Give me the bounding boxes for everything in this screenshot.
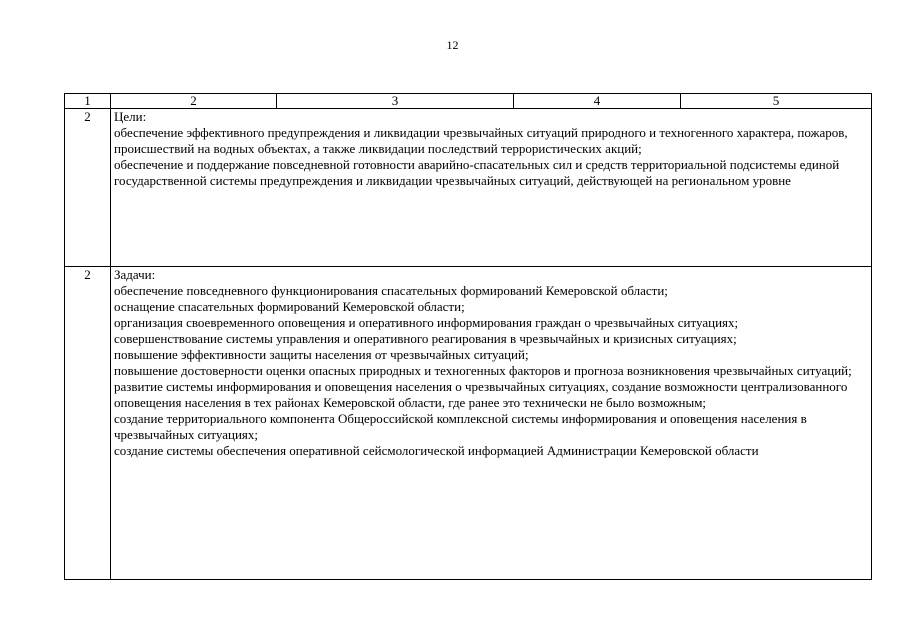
tasks-line: развитие системы информирования и оповещения населения о чрезвычайных ситуациях, создание возможности централизованного оповещения населения в тех районах Кемеровской области, где ранее это технически не было возможным; [114, 379, 848, 410]
tasks-line: совершенствование системы управления и оперативного реагирования в чрезвычайных и кризисных ситуациях; [114, 331, 737, 346]
tasks-line: повышение достоверности оценки опасных природных и техногенных факторов и прогноза возникновения чрезвычайных ситуаций; [114, 363, 852, 378]
tasks-cell [111, 267, 872, 580]
goals-line: обеспечение и поддержание повседневной готовности аварийно-спасательных сил и средств территориальной подсистемы единой государственной системы предупреждения и ликвидации чрезвычайных ситуаций, действующей на региональном уровне [114, 157, 840, 188]
table-row-goals [65, 109, 872, 267]
tasks-line: оснащение спасательных формирований Кемеровской области; [114, 299, 465, 314]
program-table [64, 93, 872, 580]
header-cell-4: 4 [514, 94, 681, 109]
goals-row-number: 2 [65, 109, 111, 267]
tasks-line: организация своевременного оповещения и оперативного информирования граждан о чрезвычайных ситуациях; [114, 315, 739, 330]
tasks-line: повышение эффективности защиты населения от чрезвычайных ситуаций; [114, 347, 529, 362]
header-cell-5: 5 [681, 94, 872, 109]
header-cell-3: 3 [277, 94, 514, 109]
page-number: 12 [446, 38, 459, 52]
table-header-row [65, 94, 872, 109]
goals-cell [111, 109, 872, 267]
tasks-line: создание системы обеспечения оперативной сейсмологической информацией Администрации Кемеровской области [114, 443, 759, 458]
header-cell-1: 1 [65, 94, 111, 109]
table-row-tasks [65, 267, 872, 580]
header-cell-2: 2 [111, 94, 277, 109]
tasks-row-number: 2 [65, 267, 111, 580]
tasks-line: обеспечение повседневного функционирования спасательных формирований Кемеровской области; [114, 283, 668, 298]
tasks-line: создание территориального компонента Общероссийской комплексной системы информирования и оповещения населения в чрезвычайных ситуациях; [114, 411, 807, 442]
goals-line: обеспечение эффективного предупреждения и ликвидации чрезвычайных ситуаций природного и техногенного характера, пожаров, происшествий на водных объектах, а также ликвидации последствий террористических акций; [114, 125, 848, 156]
tasks-heading: Задачи: [114, 267, 156, 282]
goals-heading: Цели: [114, 109, 147, 124]
